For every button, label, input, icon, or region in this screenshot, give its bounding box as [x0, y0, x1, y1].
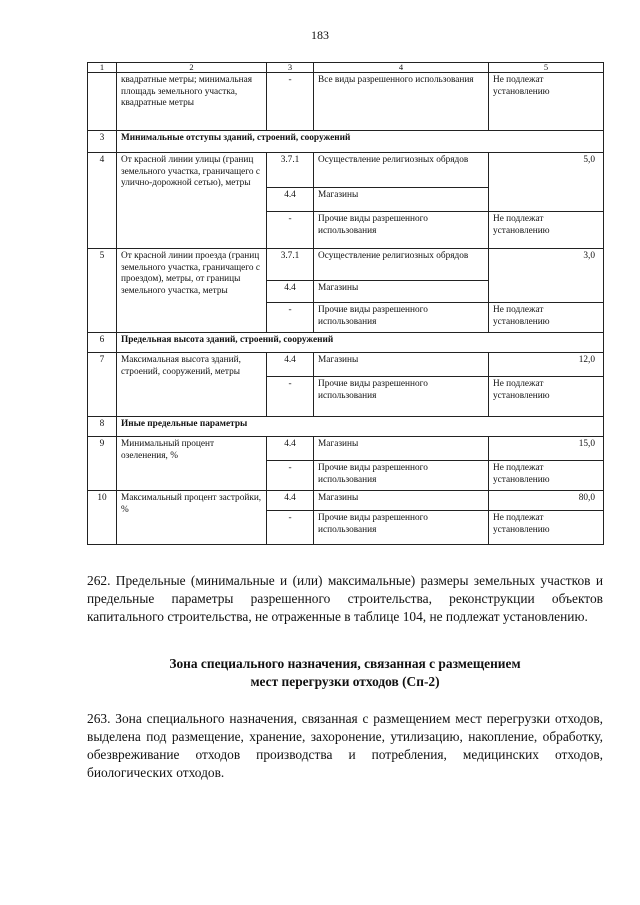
use-code: 3.7.1: [267, 153, 314, 188]
use-type: Прочие виды разрешенного использования: [314, 511, 489, 545]
use-type: Прочие виды разрешенного использования: [314, 212, 489, 249]
regulations-table: [87, 62, 604, 545]
parameter-value: Не подлежат установлению: [489, 212, 604, 249]
col-header: 3: [267, 63, 314, 73]
parameter-value: Не подлежат установлению: [489, 73, 604, 131]
parameter-value: 3,0: [489, 249, 604, 303]
row-number: 10: [88, 491, 117, 545]
parameter-value: Не подлежат установлению: [489, 511, 604, 545]
col-header: 4: [314, 63, 489, 73]
parameter-name: От красной линии проезда (границ земельного участка, граничащего с проездом), метры, от границы земельного участка, метры: [117, 249, 267, 333]
row-number: [88, 73, 117, 131]
use-code: -: [267, 303, 314, 333]
use-type: Магазины: [314, 491, 489, 511]
zone-heading-line: Зона специального назначения, связанная с размещением: [169, 656, 521, 671]
section-row: [88, 131, 604, 153]
use-type: Все виды разрешенного использования: [314, 73, 489, 131]
parameter-name: От красной линии улицы (границ земельного участка, граничащего с улично-дорожной сетью), метры: [117, 153, 267, 249]
page-number: 183: [311, 28, 329, 42]
row-number: 9: [88, 437, 117, 491]
parameter-value: Не подлежат установлению: [489, 461, 604, 491]
parameter-name: квадратные метры; минимальная площадь земельного участка, квадратные метры: [117, 73, 267, 131]
parameter-value: Не подлежат установлению: [489, 303, 604, 333]
section-row: [88, 333, 604, 353]
parameter-value: 80,0: [489, 491, 604, 511]
parameter-value: Не подлежат установлению: [489, 377, 604, 417]
use-type: Осуществление религиозных обрядов: [314, 153, 489, 188]
paragraph-262: 262. Предельные (минимальные и (или) максимальные) размеры земельных участков и предельные параметры разрешенного строительства, реконструкции объектов капитального строительства, не отраженные в таблице 104, не подлежат установлению.: [87, 573, 603, 624]
section-title: Минимальные отступы зданий, строений, сооружений: [117, 131, 604, 153]
use-code: -: [267, 461, 314, 491]
parameter-value: 12,0: [489, 353, 604, 377]
col-header: 2: [117, 63, 267, 73]
use-code: 4.4: [267, 281, 314, 303]
row-number: 5: [88, 249, 117, 333]
use-code: -: [267, 212, 314, 249]
parameter-value: 5,0: [489, 153, 604, 212]
parameter-value: 15,0: [489, 437, 604, 461]
use-code: 4.4: [267, 491, 314, 511]
section-row: [88, 417, 604, 437]
use-code: 4.4: [267, 353, 314, 377]
use-code: 4.4: [267, 188, 314, 212]
section-title: Предельная высота зданий, строений, сооружений: [117, 333, 604, 353]
row-number: 6: [88, 333, 117, 353]
parameter-name: Минимальный процент озеленения, %: [117, 437, 267, 491]
row-number: 7: [88, 353, 117, 417]
zone-heading-line: мест перегрузки отходов (Сп-2): [250, 674, 440, 689]
col-header: 1: [88, 63, 117, 73]
table-row: [88, 153, 604, 188]
use-type: Прочие виды разрешенного использования: [314, 461, 489, 491]
table-row: [88, 491, 604, 511]
use-type: Прочие виды разрешенного использования: [314, 377, 489, 417]
use-code: -: [267, 511, 314, 545]
use-code: 4.4: [267, 437, 314, 461]
use-type: Магазины: [314, 281, 489, 303]
zone-heading: [87, 655, 603, 691]
use-code: -: [267, 73, 314, 131]
use-type: Магазины: [314, 353, 489, 377]
table-row: [88, 353, 604, 377]
row-number: 4: [88, 153, 117, 249]
table-row: [88, 249, 604, 281]
paragraph-263: 263. Зона специального назначения, связанная с размещением мест перегрузки отходов, выделена под размещение, хранение, захоронение, утилизацию, накопление, обработку, обезвреживание отходов производства и потребления, медицинских отходов, биологических отходов.: [87, 711, 603, 780]
table-header-row: [88, 63, 604, 73]
row-number: 8: [88, 417, 117, 437]
section-title: Иные предельные параметры: [117, 417, 604, 437]
use-code: 3.7.1: [267, 249, 314, 281]
col-header: 5: [489, 63, 604, 73]
use-code: -: [267, 377, 314, 417]
use-type: Прочие виды разрешенного использования: [314, 303, 489, 333]
use-type: Осуществление религиозных обрядов: [314, 249, 489, 281]
use-type: Магазины: [314, 188, 489, 212]
use-type: Магазины: [314, 437, 489, 461]
parameter-name: Максимальная высота зданий, строений, сооружений, метры: [117, 353, 267, 417]
table-row: [88, 437, 604, 461]
row-number: 3: [88, 131, 117, 153]
table-row: [88, 73, 604, 131]
parameter-name: Максимальный процент застройки, %: [117, 491, 267, 545]
